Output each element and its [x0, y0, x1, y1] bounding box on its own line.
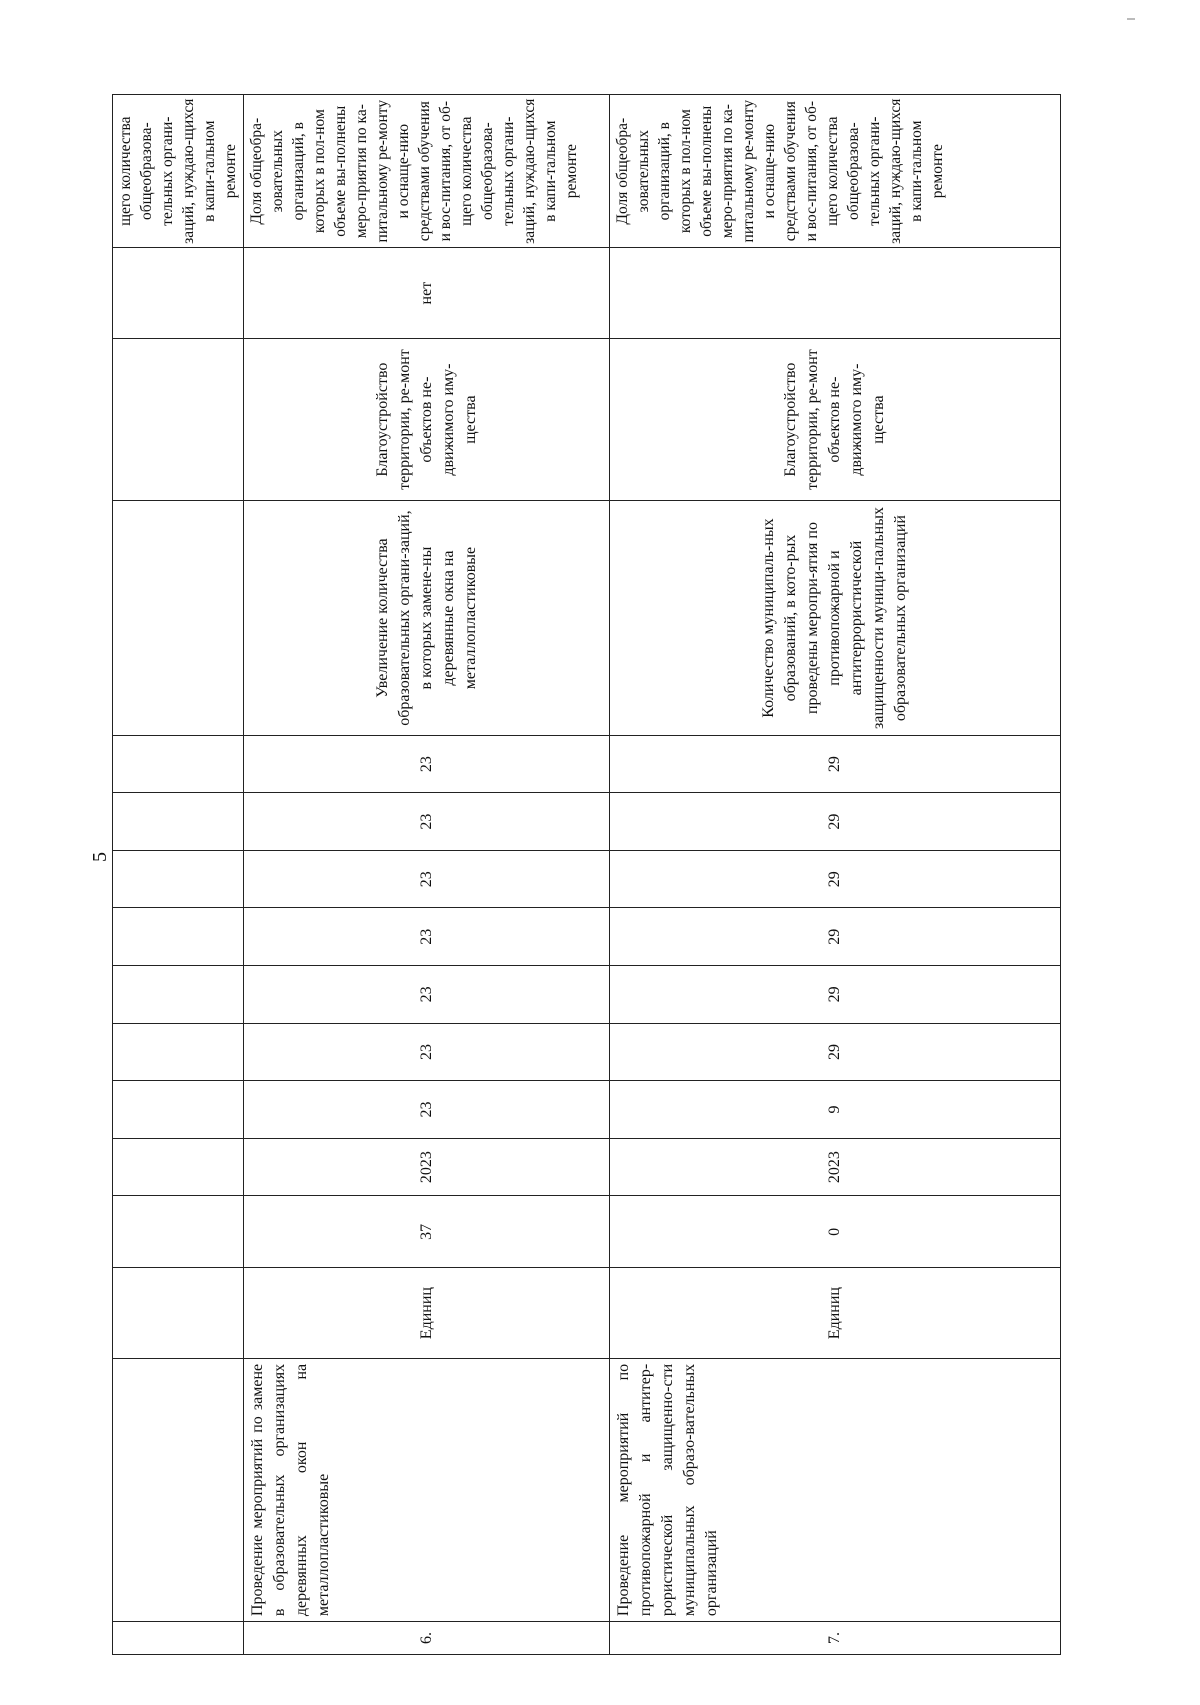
year-value-cell: 23	[244, 1023, 610, 1081]
result-cell: Увеличение количества образовательных органи-заций, в которых замене-ны деревянные окна на металлопластиковые	[244, 501, 610, 735]
table-cell	[113, 1138, 244, 1196]
program-table	[112, 94, 1061, 1655]
base-year-cell: 2023	[610, 1138, 1061, 1196]
table-cell	[113, 735, 244, 793]
year-value-cell: 29	[610, 850, 1061, 908]
scan-mark	[1127, 18, 1135, 20]
event-name-cell: Проведение мероприятий по замене в образовательных организациях деревянных окон на металлопластиковые	[244, 1358, 610, 1621]
row-number-cell: 6.	[244, 1622, 610, 1655]
table-cell	[113, 1081, 244, 1139]
table-cell	[113, 850, 244, 908]
base-year-cell: 2023	[244, 1138, 610, 1196]
rotated-table-container	[112, 94, 1047, 1655]
unit-cell: Единиц	[610, 1268, 1061, 1358]
table-row-6	[244, 95, 610, 1655]
base-value-cell: 37	[244, 1196, 610, 1268]
year-value-cell: 29	[610, 966, 1061, 1024]
year-value-cell: 29	[610, 1023, 1061, 1081]
table-cell	[113, 338, 244, 500]
year-value-cell: 29	[610, 793, 1061, 851]
flag-cell	[610, 248, 1061, 338]
table-cell	[113, 908, 244, 966]
page-number: 5	[89, 852, 111, 862]
table-row-7	[610, 95, 1061, 1655]
year-value-cell: 23	[244, 966, 610, 1024]
result-cell: Количество муниципаль-ных образований, в кото-рых проведены меропри-ятия по противопожарной и антитеррористической защищенности муници-пальных образовательных организаций	[610, 501, 1061, 735]
table-cell	[113, 1023, 244, 1081]
table-cell	[113, 1268, 244, 1358]
table-cell	[113, 248, 244, 338]
year-value-cell: 23	[244, 850, 610, 908]
year-value-cell: 23	[244, 735, 610, 793]
table-cell	[113, 1196, 244, 1268]
table-row-continuation-top	[113, 95, 244, 1655]
direction-cell: Благоустройство территории, ре-монт объектов не-движимого иму-щества	[610, 338, 1061, 500]
flag-cell: нет	[244, 248, 610, 338]
year-value-cell: 23	[244, 1081, 610, 1139]
year-value-cell: 29	[610, 908, 1061, 966]
year-value-cell: 23	[244, 793, 610, 851]
table-cell	[113, 501, 244, 735]
year-value-cell: 23	[244, 908, 610, 966]
unit-cell: Единиц	[244, 1268, 610, 1358]
event-name-cell: Проведение мероприятий по противопожарной и антитер-рористической защищенно-сти муниципальных образо-вательных организаций	[610, 1358, 1061, 1621]
table-cell	[113, 966, 244, 1024]
year-value-cell: 9	[610, 1081, 1061, 1139]
direction-cell: Благоустройство территории, ре-монт объектов не-движимого иму-щества	[244, 338, 610, 500]
table-cell	[113, 793, 244, 851]
row-number-cell: 7.	[610, 1622, 1061, 1655]
indicator-cell: Доля общеобра-зовательных организаций, в которых в пол-ном объеме вы-полнены меро-приятия по ка-питальному ре-монту и оснаще-нию средствами обучения и вос-питания, от об-щего количества общеобразова-тельных органи-заций, нуждаю-щихся в капи-тальном ремонте	[610, 95, 1061, 248]
base-value-cell: 0	[610, 1196, 1061, 1268]
table-cell	[113, 1358, 244, 1621]
indicator-cell: Доля общеобра-зовательных организаций, в которых в пол-ном объеме вы-полнены меро-приятия по ка-питальному ре-монту и оснаще-нию средствами обучения и вос-питания, от об-щего количества общеобразова-тельных органи-заций, нуждаю-щихся в капи-тальном ремонте	[244, 95, 610, 248]
indicator-cell-fragment: щего количества общеобразова-тельных органи-заций, нуждаю-щихся в капи-тальном ремонте	[113, 95, 244, 248]
table-cell	[113, 1622, 244, 1655]
year-value-cell: 29	[610, 735, 1061, 793]
